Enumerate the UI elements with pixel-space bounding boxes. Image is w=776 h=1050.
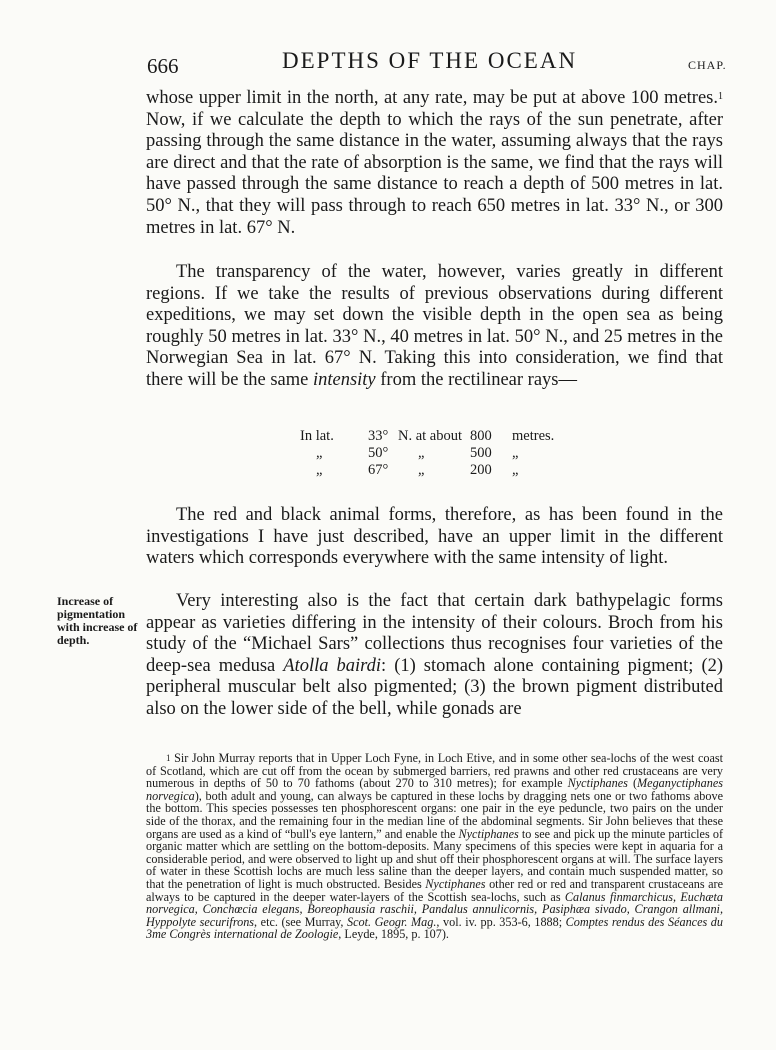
paragraph-3: The red and black animal forms, therefore, as has been found in the investigations I have just described, have an upper limit in the different waters which corresponds everywhere with the same intensity of light. — [146, 505, 723, 569]
footnote-text: ( — [627, 776, 638, 791]
footnote-text: , etc. (see Murray, — [254, 914, 348, 929]
species-name: Nyctiphanes — [567, 776, 628, 791]
paragraph-text: The transparency of the water, however, varies greatly in different regions. If we take the results of previous observations during different expeditions, we may set down the visible depth in the open sea as being roughly 50 metres in lat. 33° N., 40 metres in lat. 50° N., and 25 metres in the Norwegian Sea in lat. 67° N. Taking this into consideration, we find that there will be the same — [146, 262, 723, 390]
table-cell: „ — [512, 462, 519, 478]
table-cell: 67° — [368, 462, 389, 478]
paragraph-text: Now, if we calculate the depth to which the rays of the sun penetrate, after passing through the same distance in the water, assuming always that the rays are direct and that the rate of absorption is the same, we find that the rays will have passed through the same distance to reach a depth of 500 metres in lat. 50° N., that they will pass through to reach 650 metres in lat. 33° N., or 300 metres in lat. 67° N. — [146, 109, 723, 238]
journal-title: Comptes rendus des Séances du 3me Congrès international de Zoologie — [146, 914, 723, 942]
chapter-mark: CHAP. — [688, 58, 727, 72]
footnote-mark: 1 — [166, 753, 171, 763]
footnote — [146, 752, 723, 941]
footnote-text: other red or red and transparent crustaceans are always to be captured in the deeper water-layers of the Scottish sea-lochs, such as — [146, 876, 723, 904]
footnote-text: Sir John Murray reports that in Upper Loch Fyne, in Loch Etive, and in some other sea-lochs of the west coast of Scotland, which are cut off from the ocean by submerged barriers, red prawns and other red crustaceans are very numerous in depths of 50 to 70 fathoms (about 270 to 310 metres); for example — [146, 751, 723, 791]
table-cell: „ — [418, 445, 425, 461]
table-row — [300, 462, 590, 479]
footnote-text: , Leyde, 1895, p. 107). — [338, 927, 449, 942]
paragraph-text: Very interesting also is the fact that certain dark bathypelagic forms appear as varieties differing in the intensity of their colours. Broch from his study of the “Michael Sars” collections thus recognises four varieties of the deep-sea medusa — [146, 591, 723, 676]
table-row — [300, 445, 590, 462]
footnote-text: to see and pick up the minute particles of organic matter which are settling on the bottom-deposits. Many specimens of this species were kept in aquaria for a considerable period, and were observed to light up and shut off their phosphorescent organs at will. The surface layers of water in these Scottish lochs are much less saline than the deeper layers, and contain much suspended matter, so that the penetration of light is much obstructed. Besides — [146, 826, 723, 891]
species-name: Meganyctiphanes norvegica — [146, 776, 723, 803]
table-cell: 50° — [368, 445, 389, 461]
paragraph-text: : (1) stomach alone containing pigment; (2) peripheral muscular belt also pigmented; (3) the brown pigment distributed also on the lower side of the bell, while gonads are — [146, 655, 724, 719]
paragraph-1 — [146, 88, 723, 239]
paragraph-text: from the rectilinear rays— — [375, 369, 577, 390]
species-name: Nyctiphanes — [425, 876, 486, 891]
footnote-text: , vol. iv. pp. 353-6, 1888; — [436, 914, 566, 929]
species-name: Nyctiphanes — [458, 826, 519, 841]
table-cell: 33° — [368, 428, 389, 444]
table-cell: „ — [316, 445, 323, 461]
paragraph-2 — [146, 262, 723, 392]
species-list: Calanus finmarchicus, Euchæta norvegica, Conchœcia elegans, Boreophausia raschii, Pandalus annulicornis, Pasiphæa sivado, Crangon allmani, Hyppolyte securifrons — [146, 889, 723, 929]
page-header — [0, 0, 776, 80]
margin-sidenote: Increase of pigmentation with increase of depth. — [57, 594, 138, 647]
table-cell: N. at about — [398, 428, 463, 444]
table-cell: „ — [418, 462, 425, 478]
page-number: 666 — [147, 54, 179, 78]
table-cell: 500 — [470, 445, 492, 461]
running-head: DEPTHS OF THE OCEAN — [282, 48, 578, 73]
species-name: Atolla bairdi — [283, 655, 382, 676]
footnote-text: ), both adult and young, can always be captured in these lochs by dragging nets one or two fathoms above the bottom. This species possesses ten phosphorescent organs: one pair in the eye peduncle, two pairs on the under side of the thorax, and the remaining four in the median line of the abdominal segments. Sir John believes that these organs are used as a kind of “bull's eye lantern,” and enable the — [146, 788, 723, 841]
journal-title: Scot. Geogr. Mag. — [347, 914, 437, 929]
footnote-reference[interactable]: 1 — [718, 91, 723, 102]
table-cell: metres. — [512, 428, 555, 444]
table-cell: In lat. — [300, 428, 334, 444]
table-cell: 800 — [470, 428, 492, 444]
table-cell: 200 — [470, 462, 492, 478]
emphasis-word: intensity — [312, 369, 376, 390]
table-cell: „ — [512, 445, 519, 461]
paragraph-text: whose upper limit in the north, at any rate, may be put at above 100 metres. — [146, 88, 718, 108]
table-row — [300, 428, 590, 445]
paragraph-4 — [146, 591, 723, 721]
table-cell: „ — [316, 462, 323, 478]
depth-table — [300, 428, 590, 479]
